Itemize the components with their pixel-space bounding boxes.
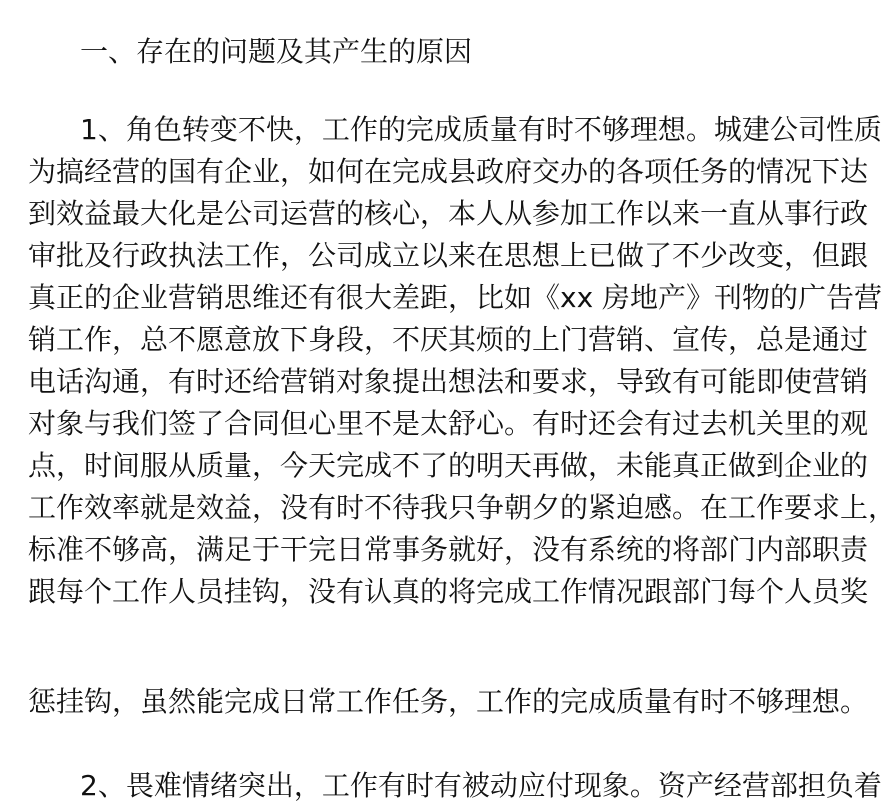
paragraph-line: 对象与我们签了合同但心里不是太舒心。有时还会有过去机关里的观 — [28, 407, 869, 440]
paragraph-line: 为搞经营的国有企业，如何在完成县政府交办的各项任务的情况下达 — [28, 155, 869, 188]
paragraph-line: 跟每个工作人员挂钩，没有认真的将完成工作情况跟部门每个人员奖 — [28, 575, 869, 608]
paragraph-line: 工作效率就是效益，没有时不待我只争朝夕的紧迫感。在工作要求上， — [28, 491, 896, 524]
paragraph-line: 2、畏难情绪突出，工作有时有被动应付现象。资产经营部担负着 — [80, 769, 882, 802]
paragraph-line: 真正的企业营销思维还有很大差距，比如《xx 房地产》刊物的广告营 — [28, 281, 883, 314]
paragraph-line: 电话沟通，有时还给营销对象提出想法和要求，导致有可能即使营销 — [28, 365, 869, 398]
paragraph-line: 1、角色转变不快，工作的完成质量有时不够理想。城建公司性质 — [80, 113, 882, 146]
paragraph-line: 标准不够高，满足于干完日常事务就好，没有系统的将部门内部职责 — [28, 533, 869, 566]
paragraph-line: 点，时间服从质量，今天完成不了的明天再做，未能真正做到企业的 — [28, 449, 869, 482]
paragraph-line: 到效益最大化是公司运营的核心，本人从参加工作以来一直从事行政 — [28, 197, 869, 230]
paragraph-line: 审批及行政执法工作，公司成立以来在思想上已做了不少改变，但跟 — [28, 239, 869, 272]
paragraph-line: 销工作，总不愿意放下身段，不厌其烦的上门营销、宣传，总是通过 — [28, 323, 869, 356]
section-heading: 一、存在的问题及其产生的原因 — [80, 35, 473, 68]
paragraph-line: 惩挂钩，虽然能完成日常工作任务，工作的完成质量有时不够理想。 — [28, 685, 869, 718]
